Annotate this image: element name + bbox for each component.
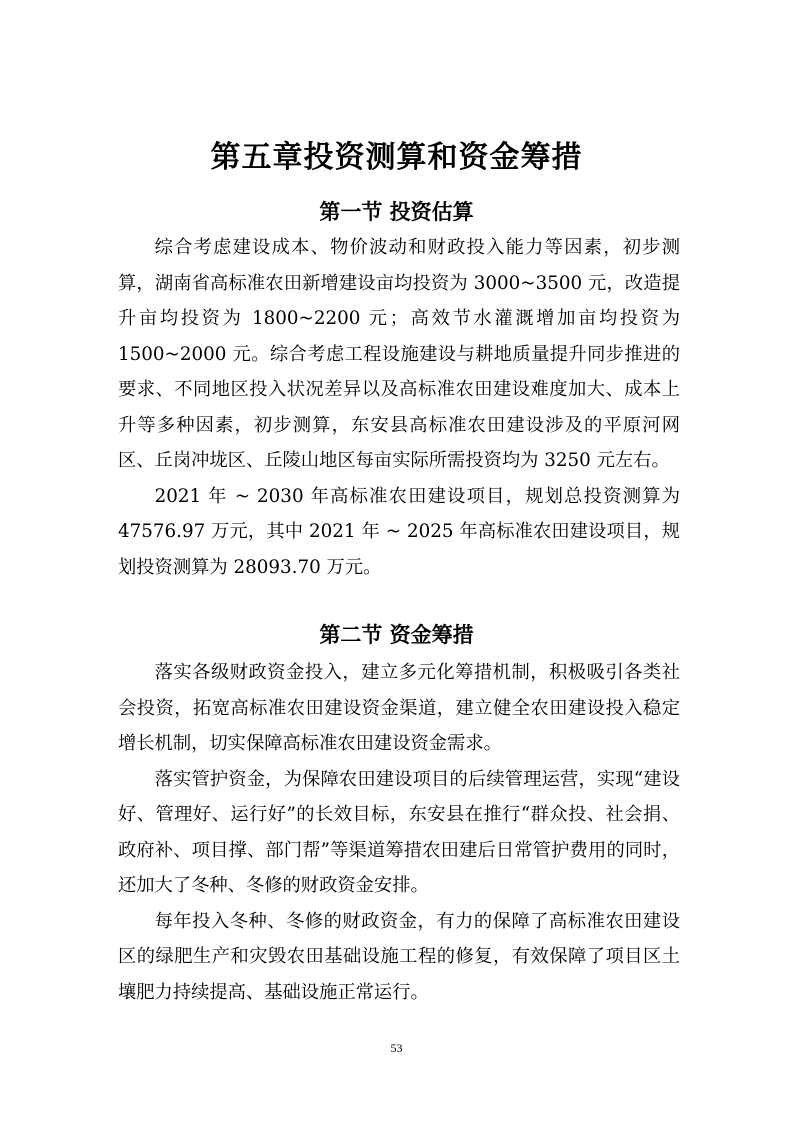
section-body-investment-estimate (118, 230, 680, 585)
paragraph: 2021 年 ~ 2030 年高标准农田建设项目，规划总投资测算为 47576.97 万元，其中 2021 年 ~ 2025 年高标准农田建设项目，规划投资测算为 28093.70 万元。 (118, 485, 680, 578)
paragraph: 落实各级财政资金投入，建立多元化筹措机制，积极吸引各类社会投资，拓宽高标准农田建设资金渠道，建立健全农田建设投入稳定增长机制，切实保障高标准农田建设资金需求。 (118, 662, 680, 754)
page-number: 53 (390, 1041, 403, 1055)
section-title-fund-raising: 第二节 资金筹措 (319, 623, 474, 647)
section-title-investment-estimate: 第一节 投资估算 (319, 200, 474, 224)
chapter-title: 第五章投资测算和资金筹措 (210, 140, 583, 175)
section-body-fund-raising (118, 655, 680, 1010)
paragraph: 每年投入冬种、冬修的财政资金，有力的保障了高标准农田建设区的绿肥生产和灾毁农田基础设施工程的修复，有效保障了项目区土壤肥力持续提高、基础设施正常运行。 (118, 910, 680, 1003)
paragraph: 综合考虑建设成本、物价波动和财政投入能力等因素，初步测算，湖南省高标准农田新增建设亩均投资为 3000~3500 元，改造提升亩均投资为 1800~2200 元；高效节水灌溉增加亩均投资为 1500~2000 元。综合考虑工程设施建设与耕地质量提升同步推进的要求、不同地区投入状况差异以及高标准农田建设难度加大、成本上升等多种因素，初步测算，东安县高标准农田建设涉及的平原河网区、丘岗冲垅区、丘陵山地区每亩实际所需投资均为 3250 元左右。 (118, 237, 680, 471)
paragraph: 落实管护资金，为保障农田建设项目的后续管理运营，实现“建设好、管理好、运行好”的长效目标，东安县在推行“群众投、社会捐、政府补、项目撑、部门帮”等渠道筹措农田建后日常管护费用的同时，还加大了冬种、冬修的财政资金安排。 (118, 768, 680, 896)
